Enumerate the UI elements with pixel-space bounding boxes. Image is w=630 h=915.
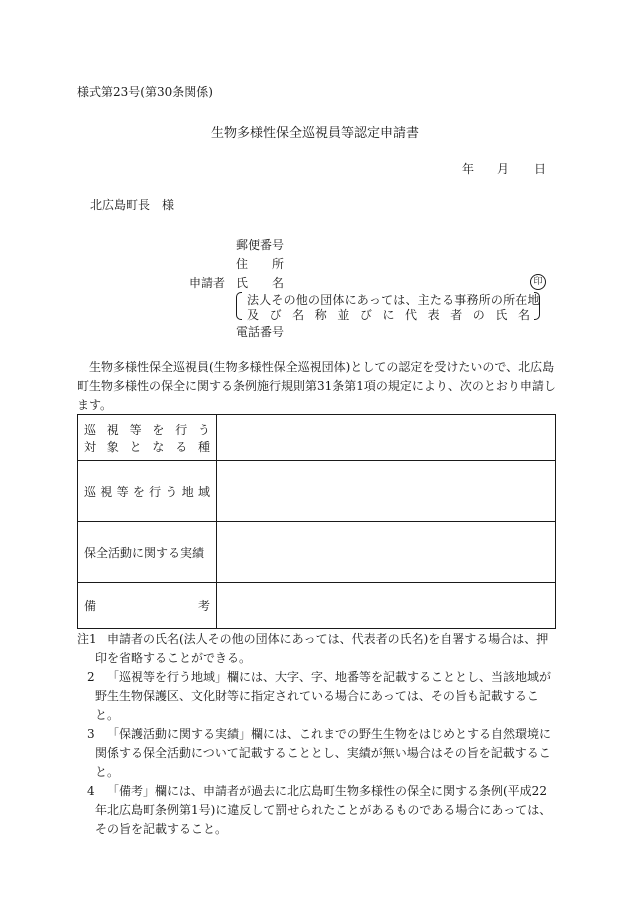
activity-header-text: 保全活動に関する実績 bbox=[84, 545, 205, 560]
char: 及 bbox=[247, 308, 260, 322]
char: 巡 bbox=[84, 484, 97, 499]
note-number: 4 bbox=[87, 784, 95, 798]
note-text: 「保護活動に関する実績」欄には、これまでの野生生物をはじめとする自然環境に関係する保全活動について記載することとし、実績が無い場合はその旨を記載すること。 bbox=[95, 727, 552, 779]
char: 域 bbox=[197, 484, 210, 499]
note-item bbox=[77, 668, 557, 725]
corporate-note bbox=[236, 290, 540, 320]
seal-mark: 印 bbox=[530, 274, 546, 290]
char: 並 bbox=[337, 308, 350, 322]
document-title: 生物多様性保全巡視員等認定申請書 bbox=[210, 126, 419, 141]
char: び bbox=[269, 308, 282, 322]
addressee: 北広島町長 様 bbox=[90, 198, 175, 212]
corporate-note-line2 bbox=[247, 306, 530, 323]
note-number: 3 bbox=[87, 727, 95, 741]
note-number: 2 bbox=[87, 670, 95, 684]
area-header bbox=[78, 461, 217, 522]
char: 巡 bbox=[84, 422, 97, 437]
char: 視 bbox=[106, 422, 119, 437]
activity-header bbox=[78, 522, 217, 583]
species-header-line1 bbox=[84, 421, 210, 438]
phone-label: 電話番号 bbox=[236, 325, 285, 339]
species-value[interactable] bbox=[217, 415, 556, 461]
char: 代 bbox=[405, 308, 418, 322]
char: に bbox=[382, 308, 395, 322]
char: 等 bbox=[129, 422, 142, 437]
char: る bbox=[175, 439, 188, 454]
char: な bbox=[152, 439, 165, 454]
char: う bbox=[197, 422, 210, 437]
name-label: 氏 名 bbox=[236, 276, 285, 290]
char: の bbox=[472, 308, 485, 322]
postal-code-label: 郵便番号 bbox=[236, 238, 285, 252]
char: 種 bbox=[197, 439, 210, 454]
date-day-label: 日 bbox=[534, 162, 547, 176]
char: 等 bbox=[116, 484, 129, 499]
char: 視 bbox=[100, 484, 113, 499]
char: 名 bbox=[292, 308, 305, 322]
table-row bbox=[78, 522, 556, 583]
note-text: 「備考」欄には、申請者が過去に北広島町生物多様性の保全に関する条例(平成22年北広島町条例第1号)に違反して罰せられたことがあるものである場合にあっては、その旨を記載すること。 bbox=[95, 784, 552, 836]
note-item bbox=[77, 725, 557, 782]
char: 称 bbox=[314, 308, 327, 322]
right-bracket bbox=[534, 292, 540, 320]
char: を bbox=[152, 422, 165, 437]
char: と bbox=[129, 439, 142, 454]
species-header-line2 bbox=[84, 438, 210, 455]
activity-value[interactable] bbox=[217, 522, 556, 583]
species-header bbox=[78, 415, 217, 461]
table-row bbox=[78, 461, 556, 522]
area-header-text bbox=[84, 483, 210, 500]
char: 名 bbox=[517, 308, 530, 322]
left-bracket bbox=[236, 292, 242, 320]
char: 備 bbox=[84, 599, 97, 613]
remarks-header-text bbox=[84, 597, 210, 614]
char: 行 bbox=[149, 484, 162, 499]
char: び bbox=[359, 308, 372, 322]
table-row bbox=[78, 415, 556, 461]
form-number: 様式第23号(第30条関係) bbox=[77, 85, 213, 99]
area-value[interactable] bbox=[217, 461, 556, 522]
char: 地 bbox=[181, 484, 194, 499]
application-table bbox=[77, 414, 556, 629]
remarks-header bbox=[78, 583, 217, 629]
remarks-value[interactable] bbox=[217, 583, 556, 629]
char: 行 bbox=[175, 422, 188, 437]
address-label: 住 所 bbox=[236, 257, 285, 271]
char: 対 bbox=[84, 439, 97, 454]
table-row bbox=[78, 583, 556, 629]
notes bbox=[77, 630, 557, 839]
application-statement: 生物多様性保全巡視員(生物多様性保全巡視団体)としての認定を受けたいので、北広島町生物多様性の保全に関する条例施行規則第31条第1項の規定により、次のとおり申請します。 bbox=[77, 360, 556, 412]
date-month-label: 月 bbox=[497, 162, 510, 176]
char: 者 bbox=[450, 308, 463, 322]
date-year-label: 年 bbox=[462, 162, 475, 176]
char: 表 bbox=[427, 308, 440, 322]
note-text: 申請者の氏名(法人その他の団体にあっては、代表者の氏名)を自署する場合は、押印を省略することができる。 bbox=[95, 632, 549, 665]
note-text: 「巡視等を行う地域」欄には、大字、字、地番等を記載することとし、当該地域が野生生物保護区、文化財等に指定されている場合にあっては、その旨も記載すること。 bbox=[95, 670, 552, 722]
note-number: 注1 bbox=[77, 632, 97, 646]
applicant-label: 申請者 bbox=[189, 276, 226, 290]
corporate-note-line1: 法人その他の団体にあっては、主たる事務所の所在地 bbox=[247, 293, 540, 307]
note-item bbox=[77, 630, 557, 668]
char: 氏 bbox=[495, 308, 508, 322]
note-item bbox=[77, 782, 557, 839]
char: う bbox=[165, 484, 178, 499]
char: を bbox=[132, 484, 145, 499]
char: 象 bbox=[106, 439, 119, 454]
char: 考 bbox=[197, 599, 210, 613]
